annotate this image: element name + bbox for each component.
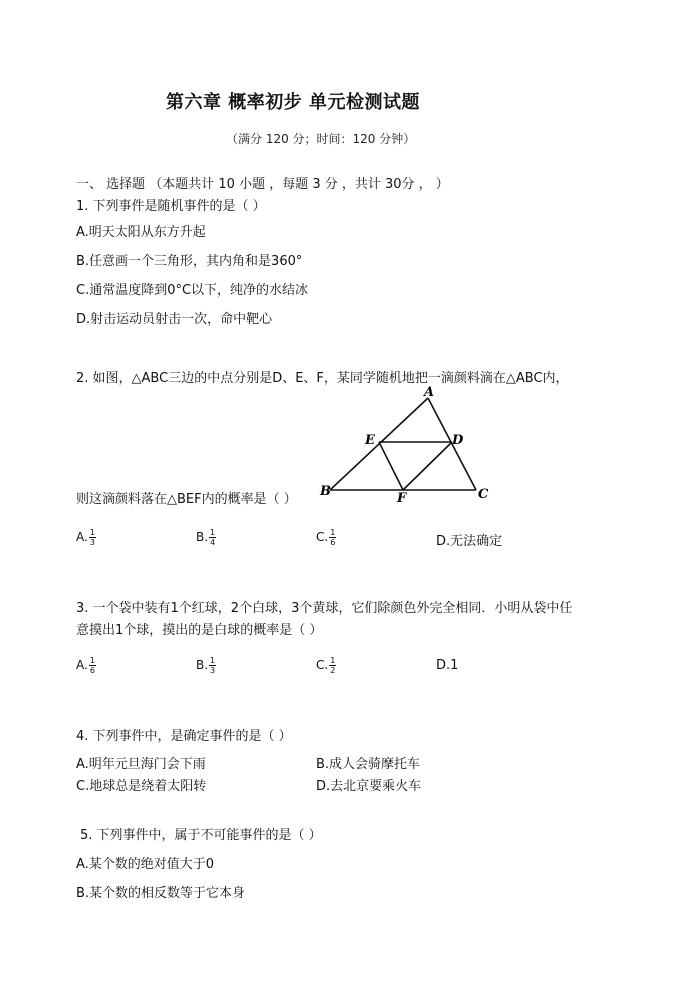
numerator: 1	[330, 656, 336, 665]
question-3-option-a	[76, 656, 96, 675]
question-2-stem: 2. 如图，△ABC三边的中点分别是D、E、F，某同学随机地把一滴颜料滴在△ABC内，	[76, 371, 569, 386]
fraction	[329, 656, 336, 675]
fraction	[89, 656, 96, 675]
question-1-stem: 1. 下列事件是随机事件的是（ ）	[76, 199, 266, 214]
label-d: D	[452, 433, 464, 448]
denominator: 4	[210, 538, 216, 547]
question-2-option-b	[196, 528, 216, 547]
question-3-option-d: D.1	[436, 658, 459, 673]
question-2-stem-cont: 则这滴颜料落在△BEF内的概率是（ ）	[76, 492, 297, 507]
question-1-option-d: D.射击运动员射击一次，命中靶心	[76, 312, 273, 327]
numerator: 1	[210, 656, 216, 665]
label-f: F	[397, 491, 407, 504]
question-3-option-b	[196, 656, 216, 675]
denominator: 3	[89, 538, 95, 547]
question-4-option-a: A.明年元旦海门会下雨	[76, 757, 206, 772]
question-5-option-a: A.某个数的绝对值大于0	[76, 857, 215, 872]
option-letter: B.	[196, 530, 209, 544]
numerator: 1	[89, 656, 95, 665]
side-ab	[330, 398, 428, 490]
fraction	[209, 528, 216, 547]
question-2-option-c	[316, 528, 336, 547]
question-4-stem: 4. 下列事件中，是确定事件的是（ ）	[76, 729, 292, 744]
triangle-figure	[316, 382, 496, 504]
denominator: 6	[330, 538, 336, 547]
label-b: B	[320, 484, 331, 499]
question-1-option-c: C.通常温度降到0°C以下，纯净的水结冰	[76, 283, 309, 298]
question-5-option-b: B.某个数的相反数等于它本身	[76, 886, 246, 901]
option-letter: C.	[316, 658, 329, 672]
label-a: A	[424, 385, 435, 400]
question-3-stem-cont: 意摸出1个球，摸出的是白球的概率是（ ）	[76, 623, 323, 638]
numerator: 1	[330, 528, 336, 537]
numerator: 1	[210, 528, 216, 537]
question-2-option-a	[76, 528, 96, 547]
question-4-option-c: C.地球总是绕着太阳转	[76, 779, 207, 794]
denominator: 2	[330, 666, 336, 675]
option-letter: A.	[76, 530, 88, 544]
question-3-stem: 3. 一个袋中装有1个红球，2个白球，3个黄球，它们除颜色外完全相同．小明从袋中任	[76, 601, 573, 616]
label-c: C	[478, 487, 489, 502]
segment-fd	[403, 442, 452, 490]
option-letter: A.	[76, 658, 88, 672]
section-heading: 一、 选择题 （本题共计 10 小题 ，每题 3 分 ，共计 30分 ， ）	[76, 177, 449, 192]
option-letter: B.	[196, 658, 209, 672]
question-5-stem: 5. 下列事件中，属于不可能事件的是（ ）	[80, 828, 322, 843]
fraction	[209, 656, 216, 675]
question-1-option-a: A.明天太阳从东方升起	[76, 225, 206, 240]
question-2-option-d: D.无法确定	[436, 534, 503, 549]
denominator: 6	[89, 666, 95, 675]
question-1-option-b: B.任意画一个三角形，其内角和是360°	[76, 254, 303, 269]
page-title: 第六章 概率初步 单元检测试题	[166, 92, 421, 113]
question-4-option-b: B.成人会骑摩托车	[316, 757, 421, 772]
question-3-option-c	[316, 656, 336, 675]
label-e: E	[365, 433, 375, 448]
segment-ef	[379, 442, 403, 490]
denominator: 3	[210, 666, 216, 675]
question-4-option-d: D.去北京要乘火车	[316, 779, 422, 794]
option-letter: C.	[316, 530, 329, 544]
fraction	[89, 528, 96, 547]
numerator: 1	[89, 528, 95, 537]
page-subtitle: （满分 120 分；时间：120 分钟）	[226, 132, 416, 146]
fraction	[329, 528, 336, 547]
